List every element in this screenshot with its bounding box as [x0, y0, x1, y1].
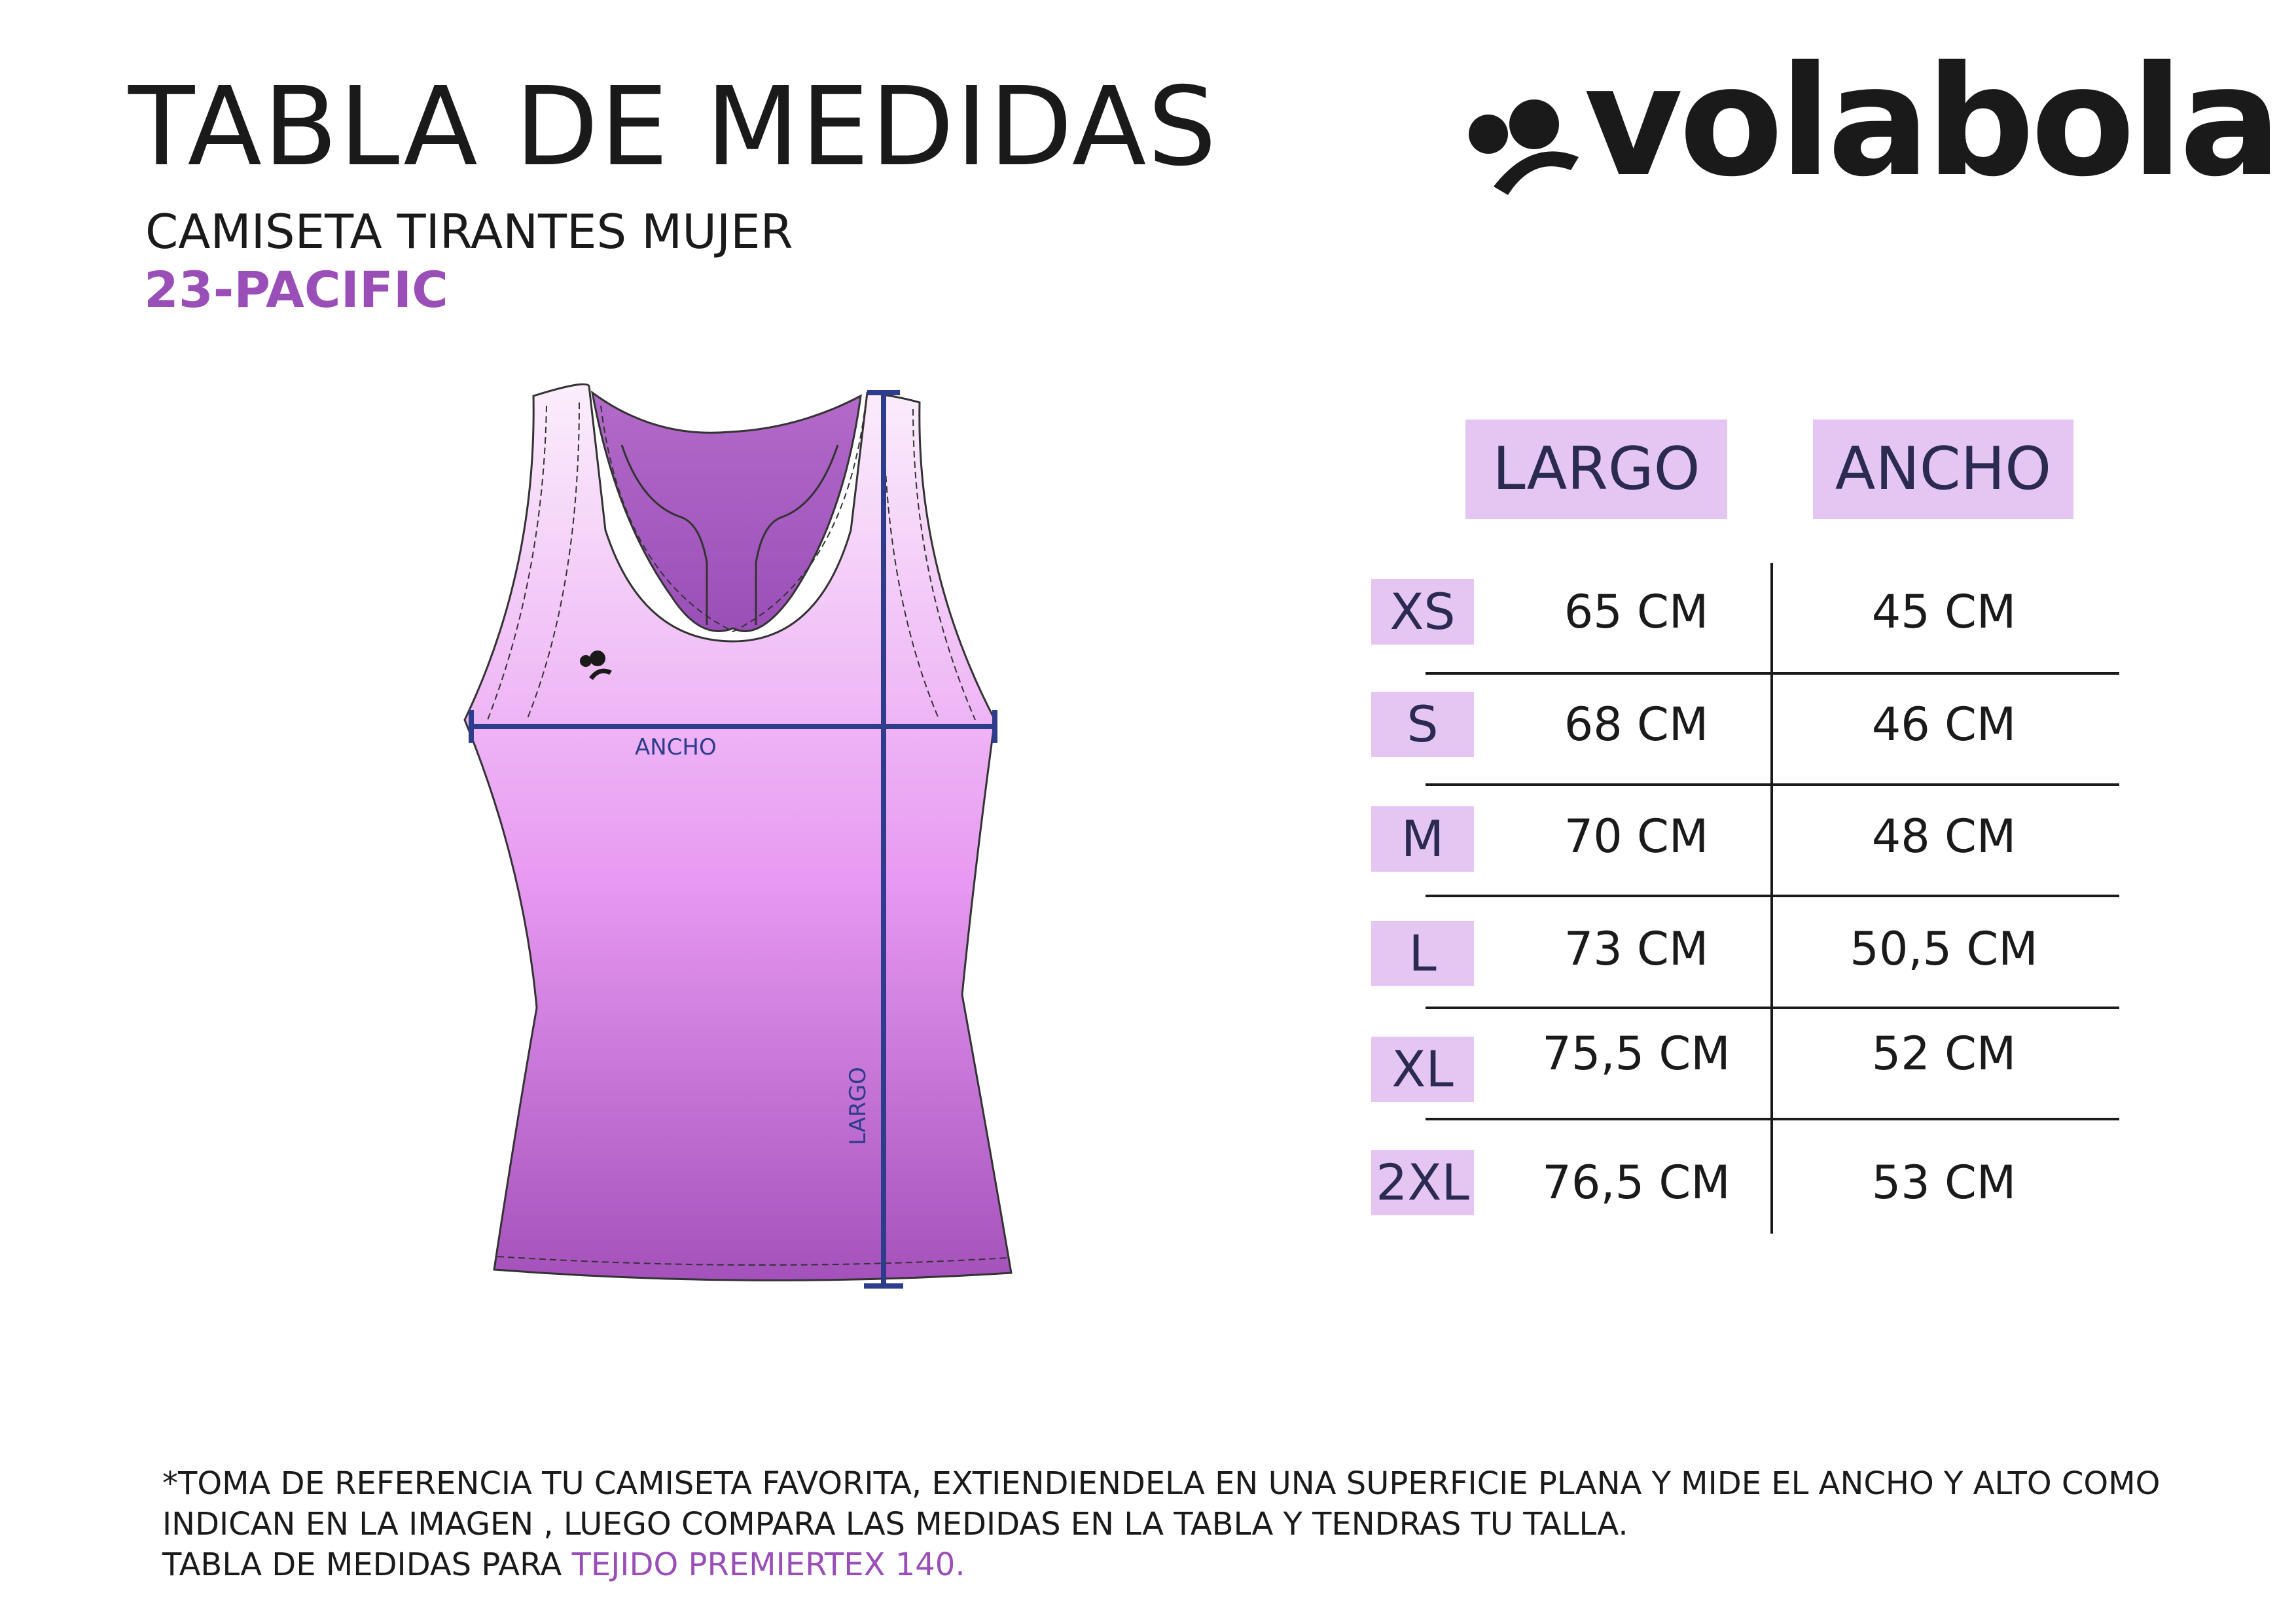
size-label: XL: [1371, 1037, 1474, 1102]
row-divider: [1426, 895, 2119, 897]
footnote-line-2: INDICAN EN LA IMAGEN , LUEGO COMPARA LAS MEDIDAS EN LA TABLA Y TENDRAS TU TALLA.: [162, 1506, 1628, 1543]
footnote-prefix: TABLA DE MEDIDAS PARA: [162, 1546, 572, 1583]
size-label: 2XL: [1371, 1150, 1474, 1215]
ancho-value: 46 CM: [1871, 698, 2017, 751]
footnote-line-3: [162, 1544, 2160, 1585]
row-divider: [1426, 1007, 2119, 1009]
ancho-value: 52 CM: [1871, 1027, 2017, 1080]
ancho-value: 48 CM: [1871, 810, 2017, 863]
length-label: LARGO: [845, 1067, 871, 1145]
column-header-ancho: ANCHO: [1813, 419, 2073, 519]
width-label: ANCHO: [635, 734, 717, 760]
brand-name: volabola: [1584, 33, 2278, 210]
fabric-name: TEJIDO PREMIERTEX 140.: [571, 1546, 965, 1583]
largo-value: 68 CM: [1564, 698, 1709, 751]
size-label: XS: [1371, 579, 1474, 645]
largo-value: 73 CM: [1564, 922, 1709, 976]
row-divider: [1426, 672, 2119, 675]
page-title: TABLA DE MEDIDAS: [128, 64, 1218, 190]
ancho-value: 50,5 CM: [1850, 922, 2038, 976]
row-divider: [1426, 783, 2119, 786]
largo-value: 75,5 CM: [1542, 1027, 1731, 1080]
footnote: [162, 1463, 2160, 1585]
largo-value: 65 CM: [1564, 585, 1709, 639]
product-subtitle: CAMISETA TIRANTES MUJER: [145, 204, 793, 259]
largo-value: 70 CM: [1564, 810, 1709, 863]
largo-value: 76,5 CM: [1542, 1156, 1731, 1209]
size-label: S: [1371, 692, 1474, 757]
volabola-figure-icon: [1469, 99, 1579, 195]
tank-top-illustration: [425, 366, 1041, 1309]
column-header-largo: LARGO: [1465, 419, 1727, 519]
size-label: M: [1371, 806, 1474, 872]
row-divider: [1426, 1118, 2119, 1120]
size-label: L: [1371, 921, 1474, 986]
table-column-divider: [1770, 563, 1773, 1234]
model-code: 23-PACIFIC: [144, 260, 448, 319]
ancho-value: 45 CM: [1871, 585, 2017, 639]
ancho-value: 53 CM: [1871, 1156, 2017, 1209]
footnote-line-1: *TOMA DE REFERENCIA TU CAMISETA FAVORITA, EXTIENDIENDELA EN UNA SUPERFICIE PLANA Y MIDE EL ANCHO Y ALTO COMO: [162, 1465, 2161, 1502]
